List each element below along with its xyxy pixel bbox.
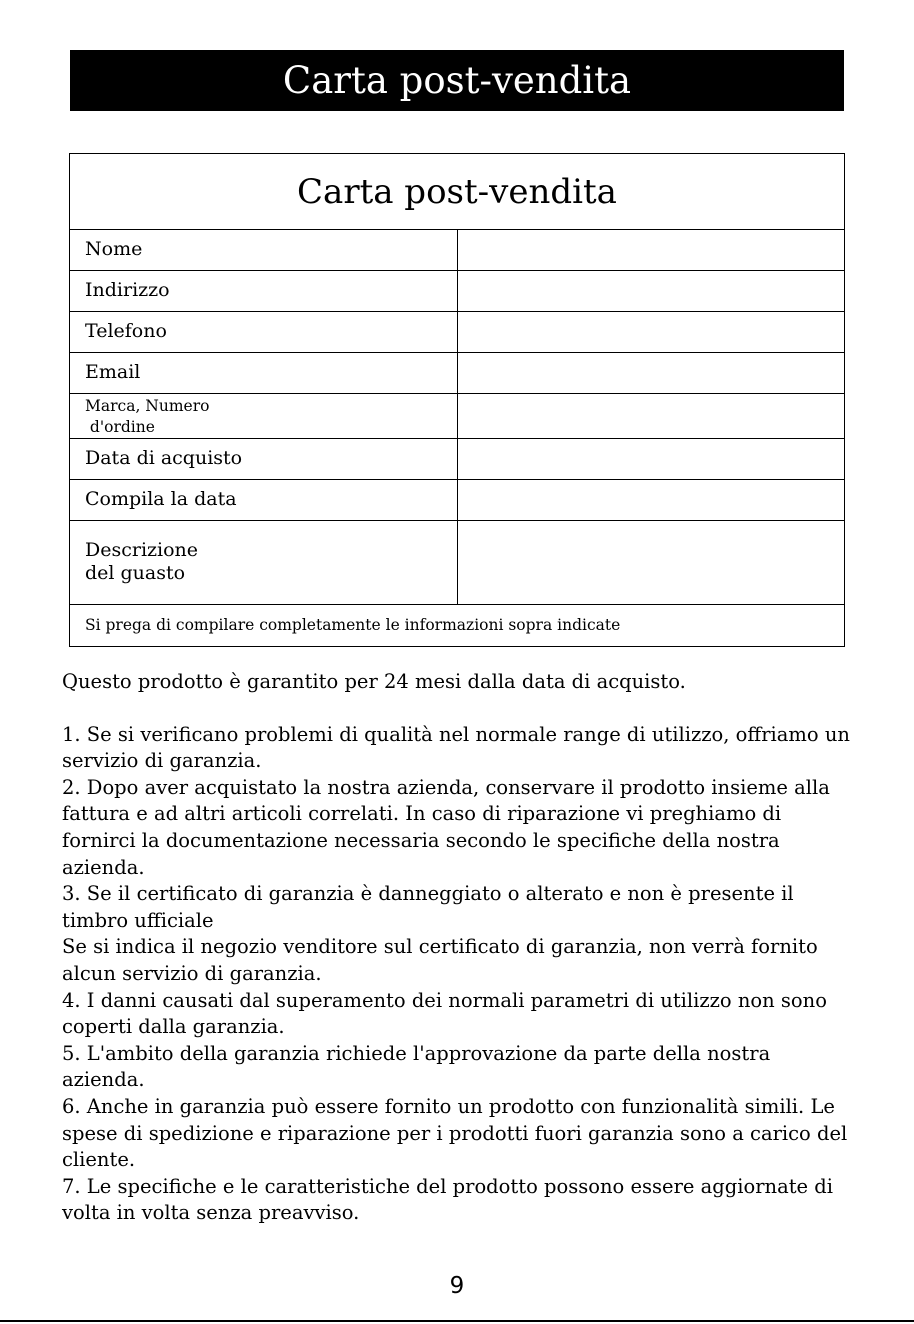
field-input-nome[interactable] [457,230,845,271]
field-input-indirizzo[interactable] [457,271,845,312]
field-input-compila-data[interactable] [457,479,845,520]
bottom-divider [0,1320,914,1322]
paragraph-gap [62,696,852,722]
form-title-row [70,154,845,230]
field-label-indirizzo: Indirizzo [70,271,458,312]
field-label-marca [70,394,458,439]
page-number: 9 [449,1273,465,1299]
field-label-compila-data: Compila la data [70,479,458,520]
form-title: Carta post-vendita [70,154,845,230]
field-label-descrizione-line1: Descrizione [85,538,199,561]
field-label-nome: Nome [70,230,458,271]
form-row-indirizzo [70,271,845,312]
form-row-data-acquisto [70,438,845,479]
banner-title: Carta post-vendita [282,59,632,102]
field-label-data-acquisto: Data di acquisto [70,438,458,479]
field-input-email[interactable] [457,353,845,394]
form-row-telefono [70,312,845,353]
field-label-email: Email [70,353,458,394]
form-row-descrizione [70,520,845,604]
warranty-item-5: 5. L'ambito della garanzia richiede l'approvazione da parte della nostra azienda. [62,1041,771,1092]
form-note: Si prega di compilare completamente le informazioni sopra indicate [70,604,845,646]
warranty-item-1: 1. Se si verificano problemi di qualità nel normale range di utilizzo, offriamo un servizio di garanzia. [62,722,850,773]
warranty-item-4: 4. I danni causati dal superamento dei normali parametri di utilizzo non sono coperti dalla garanzia. [62,988,827,1039]
warranty-item-2: 2. Dopo aver acquistato la nostra azienda, conservare il prodotto insieme alla fattura e ad altri articoli correlati. In caso di riparazione vi preghiamo di fornirci la documentazione necessaria secondo le specifiche della nostra azienda. [62,775,830,879]
page-banner [70,50,844,111]
after-sales-form [69,153,845,647]
form-row-nome [70,230,845,271]
field-label-telefono: Telefono [70,312,458,353]
warranty-item-6: 6. Anche in garanzia può essere fornito un prodotto con funzionalità simili. Le spese di spedizione e riparazione per i prodotti fuori garanzia sono a carico del cliente. [62,1094,848,1172]
field-label-descrizione-line2: del guasto [85,562,186,585]
warranty-item-3-continued: Se si indica il negozio venditore sul certificato di garanzia, non verrà fornito alcun servizio di garanzia. [62,935,818,985]
form-row-email [70,353,845,394]
field-input-descrizione[interactable] [457,520,845,604]
field-label-marca-line1: Marca, Numero [85,397,210,415]
form-row-marca [70,394,845,439]
field-label-descrizione [70,520,458,604]
field-input-data-acquisto[interactable] [457,438,845,479]
warranty-item-3: 3. Se il certificato di garanzia è danneggiato o alterato e non è presente il timbro ufficiale [62,882,794,932]
warranty-item-7: 7. Le specifiche e le caratteristiche del prodotto possono essere aggiornate di volta in volta senza preavviso. [62,1174,834,1225]
field-input-telefono[interactable] [457,312,845,353]
warranty-intro: Questo prodotto è garantito per 24 mesi dalla data di acquisto. [62,670,686,693]
form-row-compila-data [70,479,845,520]
warranty-terms [62,669,852,1227]
field-label-marca-line2: d'ordine [85,417,155,436]
form-note-row [70,604,845,646]
field-input-marca[interactable] [457,394,845,439]
